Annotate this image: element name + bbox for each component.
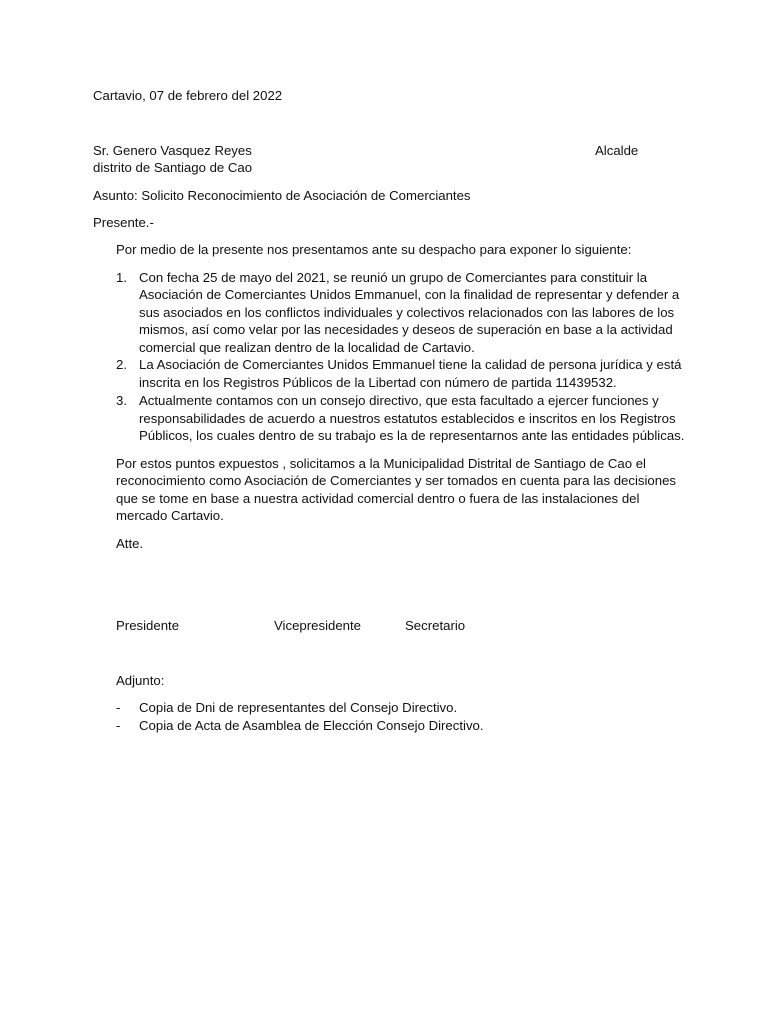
signatory-secretary: Secretario [405, 618, 466, 633]
attachment-bullet: - [116, 718, 121, 733]
closing: Atte. [116, 536, 144, 551]
list-item-number: 2. [116, 357, 127, 372]
conclusion-line: que se tome en base a nuestra actividad comercial dentro o fuera de las instalaciones del [116, 491, 640, 506]
list-item-line: Actualmente contamos con un consejo directivo, que esta facultado a ejercer funciones y [139, 393, 659, 408]
conclusion-line: Por estos puntos expuestos , solicitamos a la Municipalidad Distrital de Santiago de Cao el [116, 456, 646, 471]
recipient-name: Sr. Genero Vasquez Reyes [93, 143, 252, 158]
subject-line: Asunto: Solicito Reconocimiento de Asociación de Comerciantes [93, 188, 471, 203]
greeting: Presente.- [93, 215, 154, 230]
list-item-line: Asociación de Comerciantes Unidos Emmanuel, con la finalidad de representar y defender a [139, 287, 680, 302]
attachments-label: Adjunto: [116, 673, 165, 688]
list-item-line: Públicos, los cuales dentro de su trabajo es la de representarnos ante las entidades públicas. [139, 428, 685, 443]
list-item-line: mismos, así como velar por las necesidades y deseos de superación en base a la actividad [139, 322, 673, 337]
signatory-president: Presidente [116, 618, 180, 633]
list-item-line: sus asociados en los conflictos individuales y colectivos relacionados con las labores de los [139, 305, 675, 320]
attachment-item: Copia de Dni de representantes del Consejo Directivo. [139, 700, 458, 715]
signatory-vice-president: Vicepresidente [274, 618, 361, 633]
list-item-line: inscrita en los Registros Públicos de la Libertad con número de partida 11439532. [139, 375, 617, 390]
list-item-line: Con fecha 25 de mayo del 2021, se reunió un grupo de Comerciantes para constituir la [139, 270, 648, 285]
intro-paragraph: Por medio de la presente nos presentamos ante su despacho para exponer lo siguiente: [116, 242, 632, 257]
conclusion-line: reconocimiento como Asociación de Comerciantes y ser tomados en cuenta para las decisiones [116, 473, 677, 488]
recipient-title: Alcalde [595, 143, 639, 158]
recipient-district: distrito de Santiago de Cao [93, 160, 253, 175]
list-item-line: responsabilidades de acuerdo a nuestros estatutos establecidos e inscritos en los Registros [139, 411, 676, 426]
attachment-item: Copia de Acta de Asamblea de Elección Consejo Directivo. [139, 718, 484, 733]
conclusion-line: mercado Cartavio. [116, 508, 224, 523]
list-item-number: 3. [116, 393, 127, 408]
attachment-bullet: - [116, 700, 121, 715]
date-line: Cartavio, 07 de febrero del 2022 [93, 88, 283, 103]
list-item-line: comercial que realizan dentro de la localidad de Cartavio. [139, 340, 475, 355]
list-item-number: 1. [116, 270, 127, 285]
list-item-line: La Asociación de Comerciantes Unidos Emmanuel tiene la calidad de persona jurídica y está [139, 357, 682, 372]
